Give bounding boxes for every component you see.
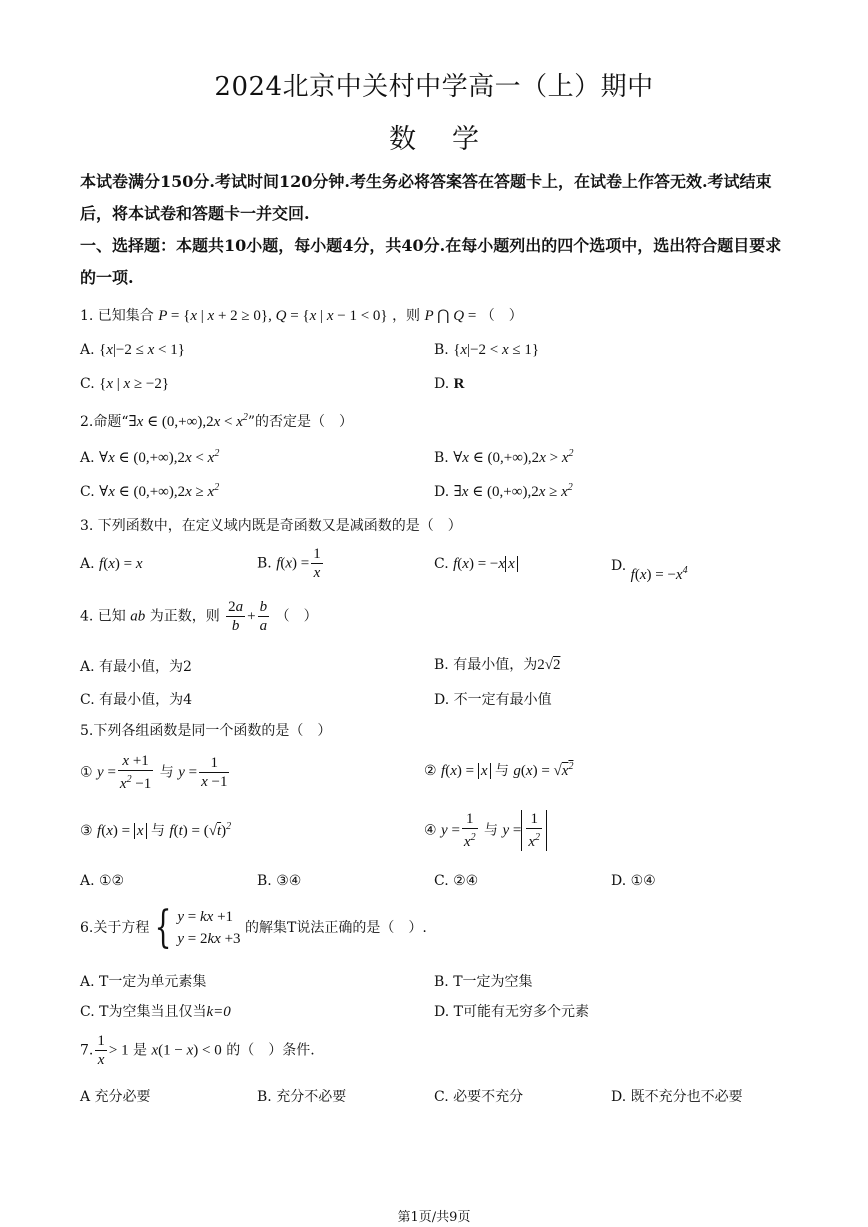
q5-item-3-math-b: $f(t) = (√t)^2$ [169, 821, 232, 839]
q3-option-b-math: f(x) = [276, 555, 310, 572]
q1-option-d[interactable] [434, 376, 464, 393]
q5-item-1-math-b: y = [178, 764, 198, 781]
q1-option-a-math: {x|−2 ≤ x < 1} [99, 342, 185, 358]
q4-option-b[interactable] [434, 654, 560, 674]
q5-item-4-fraction-a: $\frac{1}{x^2}$ [463, 811, 476, 850]
q1-intersection: P ⋂ Q = [424, 308, 477, 324]
q5-item-3 [80, 820, 231, 840]
q7-option-c[interactable]: C. 必要不充分 [434, 1089, 524, 1105]
q1-text-post: （ ） [480, 308, 523, 324]
q1-set-expression: P = {x | x + 2 ≥ 0}, Q = {x | x − 1 < 0} [158, 308, 388, 324]
q2-option-d[interactable] [434, 482, 573, 501]
q6-option-d[interactable]: D. T可能有无穷多个元素 [434, 1004, 589, 1020]
q6-option-b[interactable]: B. T一定为空集 [434, 974, 533, 990]
q5-item-1-fraction-a: $\frac{x +1}{x^2 -1}$ [119, 753, 152, 792]
q5-item-1 [80, 752, 231, 793]
question-5: 5.下列各组函数是同一个函数的是（ ） [80, 723, 332, 739]
q4-text-mid: 为正数，则 [149, 608, 220, 625]
q5-item-2-math-a: f(x) = x [441, 763, 490, 779]
q7-condition: x(1 − x) < 0 [151, 1042, 222, 1059]
question-2 [80, 411, 353, 431]
question-3: 3. 下列函数中，在定义域内既是奇函数又是减函数的是（ ） [80, 518, 462, 534]
q4-fraction-2a-b: $\frac{2a}{b}$ [228, 599, 244, 634]
q5-item-4-fraction-b: $\frac{1}{x^2}$ [528, 811, 541, 850]
q1-option-b-label: B. [434, 342, 449, 358]
question-1 [80, 305, 523, 325]
q2-option-b-label: B. [434, 450, 449, 466]
q2-proposition: ∃x ∈ $(0,+\infty),2x < x^2$ [128, 412, 248, 430]
q1-option-b-math: {x|−2 < x ≤ 1} [453, 342, 540, 358]
q5-item-2-yu: 与 [494, 763, 509, 779]
q2-option-a-label: A. [80, 450, 95, 466]
q5-item-2 [424, 760, 573, 780]
q7-text-pre: 7. [80, 1042, 94, 1059]
q5-item-3-yu: 与 [150, 823, 165, 839]
q6-option-c-math: k=0 [206, 1004, 231, 1020]
exam-instructions: 本试卷满分150分.考试时间120分钟.考生务必将答案答在答题卡上，在试卷上作答无效.考试结束后，将本试卷和答题卡一并交回. [80, 172, 772, 223]
q5-option-d[interactable]: D. ①④ [611, 873, 656, 889]
q3-option-d-math: $f(x) = -x^4$ [630, 565, 688, 583]
q4-text-pre: 4. 已知 [80, 608, 126, 625]
q2-option-b-math: ∀x ∈ $(0,+\infty),2x > x^2$ [453, 448, 574, 466]
page-footer: 第1页/共9页 [397, 1210, 471, 1225]
q2-text-pre: 2.命题“ [80, 414, 129, 430]
q5-item-4-math-a: y = [441, 822, 460, 839]
q6-text-post: 的解集T说法正确的是（ ）. [245, 920, 427, 936]
q3-option-c-label: C. [434, 556, 449, 572]
q1-option-a-label: A. [80, 342, 95, 358]
section-heading: 一、选择题：本题共10小题，每小题4分，共40分.在每小题列出的四个选项中，选出符合题目要求的一项. [80, 236, 782, 287]
q6-option-a[interactable]: A. T一定为单元素集 [80, 974, 207, 990]
q3-option-b-label: B. [257, 555, 272, 572]
q3-option-d-label: D. [611, 558, 627, 574]
q3-option-b[interactable] [257, 545, 325, 582]
q4-option-c[interactable]: C. 有最小值，为4 [80, 692, 193, 708]
q3-option-b-fraction: $\frac{1}{x}$ [313, 546, 321, 581]
q5-item-3-marker: ③ [80, 823, 93, 839]
q5-item-4-yu: 与 [484, 822, 499, 839]
q7-option-d[interactable]: D. 既不充分也不必要 [611, 1089, 743, 1105]
q4-option-b-label: B. 有最小值，为 [434, 657, 538, 673]
q2-option-c-label: C. [80, 484, 95, 500]
q2-option-c[interactable] [80, 482, 219, 501]
q4-fraction-b-a: $\frac{b}{a}$ [259, 599, 268, 634]
q5-item-1-marker: ① [80, 764, 93, 781]
q7-option-a[interactable]: A 充分必要 [80, 1089, 151, 1105]
q3-option-c[interactable] [434, 556, 518, 573]
q4-option-d[interactable]: D. 不一定有最小值 [434, 692, 552, 708]
q6-equation-system: y = kx +1 y = 2kx +3 [177, 909, 241, 947]
q5-item-1-fraction-b: $\frac{1}{x -1}$ [201, 755, 228, 790]
q5-item-2-marker: ② [424, 763, 437, 779]
q4-ab: ab [130, 608, 146, 625]
q4-option-a[interactable]: A. 有最小值，为2 [80, 659, 192, 675]
q5-option-a[interactable]: A. ①② [80, 873, 125, 889]
q5-item-4-abs [521, 810, 547, 851]
q7-text-mid: 是 [133, 1042, 148, 1059]
q4-option-b-math: 2√2 [537, 657, 561, 673]
q7-fraction: $\frac{1}{x}$ [97, 1033, 105, 1068]
q2-option-c-math: ∀x ∈ $(0,+\infty),2x \ge x^2$ [99, 482, 220, 500]
q5-item-4-math-b: y = [502, 822, 522, 839]
q5-item-1-yu: 与 [159, 764, 174, 781]
q1-option-a[interactable] [80, 342, 185, 359]
q2-option-a-math: ∀x ∈ $(0,+\infty),2x < x^2$ [99, 448, 220, 466]
q6-option-c-label: C. T为空集当且仅当 [80, 1004, 207, 1020]
q2-option-b[interactable] [434, 448, 574, 467]
q5-item-1-math-a: y = [97, 764, 116, 781]
q1-option-d-math: R [453, 376, 465, 392]
q3-option-a-label: A. [80, 556, 95, 572]
q3-option-a-math: f(x) = x [99, 556, 143, 572]
exam-title: 2024北京中关村中学高一（上）期中 [214, 72, 654, 102]
q3-option-c-math: f(x) = −x x [453, 556, 518, 572]
question-4: 4. 已知 ab 为正数，则 $\frac{2a}{b}$ + $\frac{b}{a}$ （ ） [80, 599, 318, 634]
q6-option-c[interactable] [80, 1001, 231, 1021]
question-6 [80, 902, 427, 953]
q2-option-d-label: D. [434, 484, 450, 500]
q5-item-4 [424, 810, 547, 851]
q1-text-mid: ，则 [392, 308, 421, 324]
q5-option-b[interactable]: B. ③④ [257, 873, 302, 889]
q4-text-post: （ ） [275, 608, 318, 625]
q3-option-a[interactable] [80, 556, 143, 573]
q3-option-d[interactable] [611, 556, 688, 583]
q1-option-d-label: D. [434, 376, 450, 392]
q1-option-c[interactable] [80, 376, 169, 393]
q1-option-c-label: C. [80, 376, 95, 392]
q2-option-d-math: ∃x ∈ $(0,+\infty),2x \ge x^2$ [453, 482, 573, 500]
q5-option-c[interactable]: C. ②④ [434, 873, 479, 889]
q1-option-c-math: {x | x ≥ −2} [99, 376, 170, 392]
q5-item-4-marker: ④ [424, 822, 437, 839]
exam-subject: 数学 [389, 124, 515, 155]
q1-option-b[interactable] [434, 342, 539, 359]
q6-text-pre: 6.关于方程 [80, 920, 150, 936]
q5-item-3-math-a: f(x) = x [97, 823, 146, 839]
q7-text-post: 的（ ）条件. [226, 1042, 315, 1059]
q5-item-2-math-b: $g(x) = √x^2$ [513, 761, 574, 779]
q7-option-b[interactable]: B. 充分不必要 [257, 1089, 347, 1105]
q2-text-post: ”的否定是（ ） [247, 414, 354, 430]
q1-text-pre: 1. 已知集合 [80, 308, 154, 324]
question-7: 7. $\frac{1}{x}$ > 1 是 x(1 − x) < 0 的（ ）条件. [80, 1033, 315, 1068]
q2-option-a[interactable] [80, 448, 219, 467]
q6-brace: { [154, 902, 172, 953]
